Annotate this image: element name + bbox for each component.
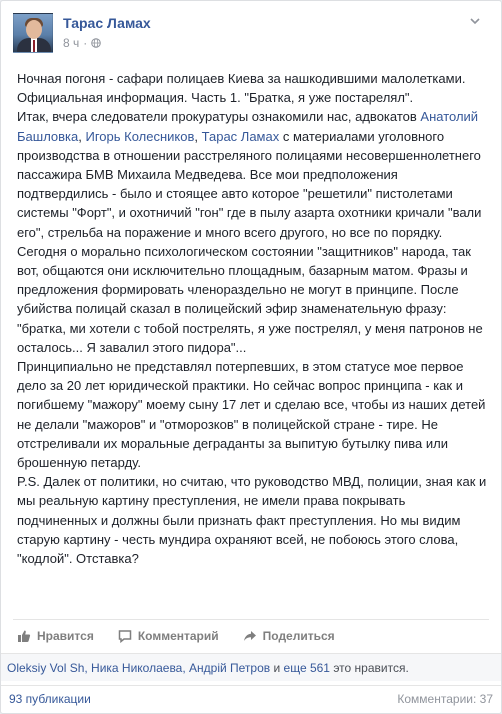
likes-summary xyxy=(1,653,501,681)
thumbs-up-icon xyxy=(17,629,31,643)
comment-icon xyxy=(118,629,132,643)
tag-link-bashlovka[interactable]: Анатолий Башловка xyxy=(17,109,482,144)
post-paragraph-3: Принципиально не представлял потерпевших, в этом статусе мое первое дело за 20 лет юридической практики. Но сейчас вопрос принципа - как и погибшему "мажору" моему сыну 17 лет и сделаю все, чтобы из наших детей не делали "мажоров" и "отморозков" в полицейской стране - тире. Не отстреливали их моральные деграданты за выпитую бутылку пива или брошенную петарду. xyxy=(17,359,490,471)
like-button[interactable] xyxy=(17,629,94,643)
author-name[interactable]: Тарас Ламах xyxy=(63,15,151,31)
comment-button[interactable] xyxy=(118,629,219,643)
likes-and: и xyxy=(270,661,284,675)
avatar[interactable] xyxy=(13,13,53,53)
likes-names-link[interactable]: Oleksiy Vol Sh, Ника Николаева, Андрій Петров xyxy=(7,661,271,675)
post-header xyxy=(13,13,483,57)
post-footer xyxy=(1,685,501,713)
post-paragraph-2-start: Итак, вчера следователи прокуратуры ознакомили нас, адвокатов xyxy=(17,109,421,125)
like-label: Нравится xyxy=(37,628,94,643)
post-paragraph-1: Ночная погоня - сафари полицаев Киева за нашкодившими малолетками. Официальная информация. Часть 1. "Братка, я уже постарелял". xyxy=(17,71,470,106)
share-button[interactable] xyxy=(243,629,335,643)
tag-separator: , xyxy=(78,128,86,144)
post-actions xyxy=(13,619,489,651)
post-meta xyxy=(63,36,101,50)
share-icon xyxy=(243,629,257,643)
post-paragraph-4: P.S. Далек от политики, но считаю, что руководство МВД, полиции, зная как и мы реальную картину преступления, не имели права покрывать подчиненных и должны были признать факт преступления. Но мы видим старую картину - честь мундира охраняют всей, не побоюсь этого слова, "кодлой". Отставка? xyxy=(17,474,490,567)
post-body xyxy=(17,69,490,568)
meta-separator: · xyxy=(83,36,88,50)
post-time[interactable]: 8 ч xyxy=(63,36,80,50)
tag-link-lamakh[interactable]: Тарас Ламах xyxy=(201,128,280,144)
chevron-down-icon[interactable] xyxy=(469,15,481,27)
likes-more-link[interactable]: еще 561 xyxy=(283,661,330,675)
tag-separator: , xyxy=(194,128,202,144)
likes-suffix: это нравится. xyxy=(329,661,409,675)
post-paragraph-2-end: с материалами уголовного производства в отношении расстреляного полицаями несовершеннолетнего пассажира БМВ Михаила Медведева. Все мои предположения подтвердились - было и стоящее авто которое "решетили" пистолетами системы "Форт", и охотничий "гон" где в пылу азарта охотники кричали "вали его", стрельба на поражение и много всего другого, но все по порядку. Сегодня о морально психологическом состоянии "защитников" народа, так вот, общаются они исключительно площадным, базарным матом. Фразы и предложения формировать членораздельно не могут в принципе. После убийства полицай сказал в полицейский эфир знаменательную фразу: "братка, ми хотели с тобой пострелять, я уже пострелял, у меня патронов не осталось... Я завалил этого пидора"... xyxy=(17,128,487,355)
shares-count-link[interactable]: 93 публикации xyxy=(9,692,91,706)
comments-count[interactable]: Комментарии: 37 xyxy=(397,692,493,706)
globe-icon xyxy=(91,38,101,48)
share-label: Поделиться xyxy=(262,628,335,643)
comment-label: Комментарий xyxy=(137,628,219,643)
tag-link-kolesnikov[interactable]: Игорь Колесников xyxy=(85,128,195,144)
